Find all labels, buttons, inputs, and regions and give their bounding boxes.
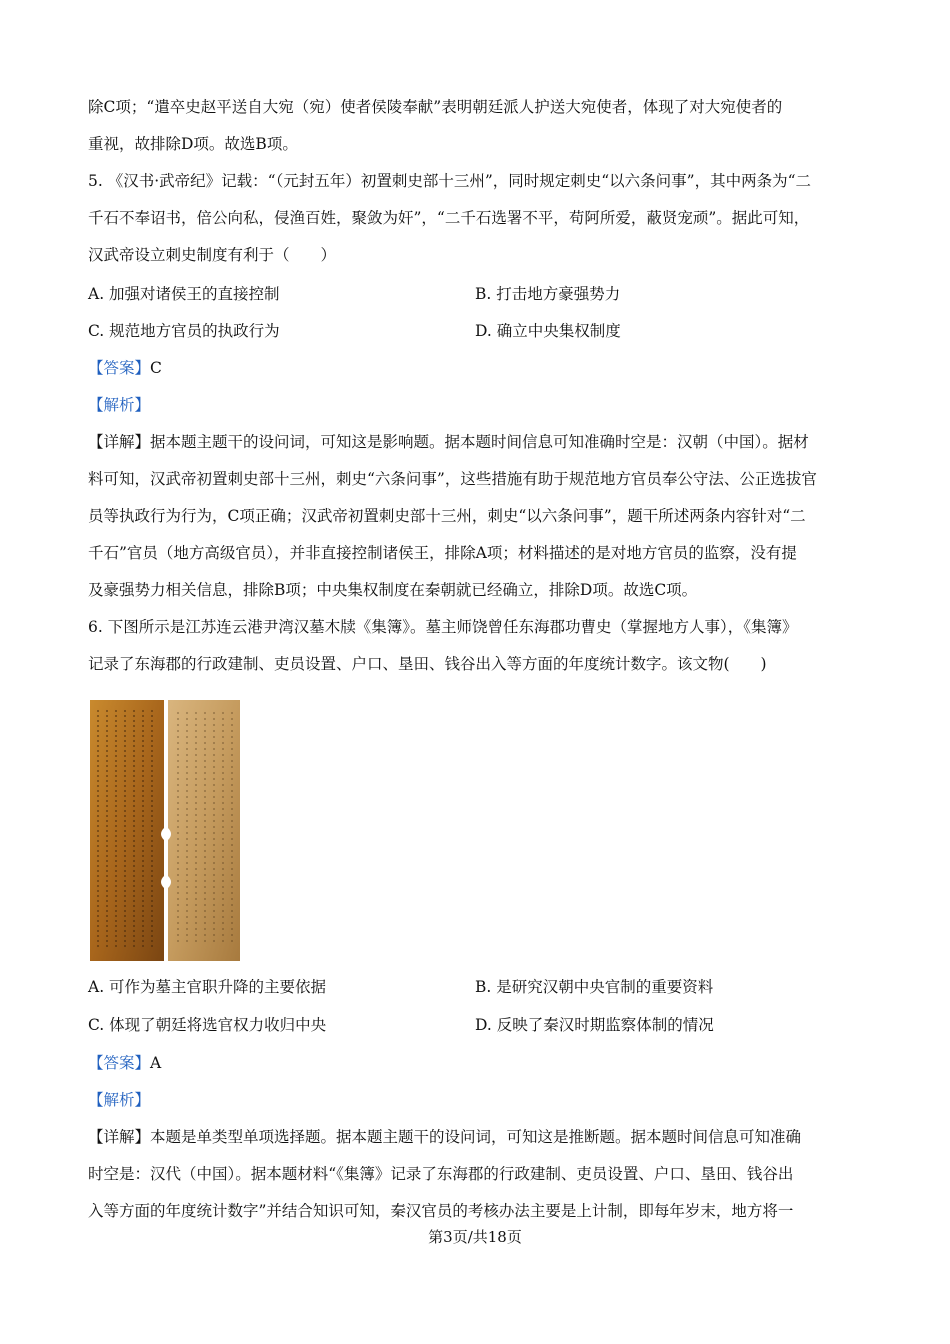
q6-detail-text-1: 本题是单类型单项选择题。据本题主题干的设问词，可知这是推断题。据本题时间信息可知准确 bbox=[150, 1128, 802, 1146]
q5-detail-line-4: 千石”官员（地方高级官员），并非直接控制诸侯王，排除A项；材料描述的是对地方官员的监察，没有提 bbox=[88, 544, 797, 562]
q5-detail-line-2: 料可知，汉武帝初置刺史部十三州，刺史“六条问事”，这些措施有助于规范地方官员奉公守法、公正选拔官 bbox=[88, 470, 817, 488]
q5-answer bbox=[88, 357, 868, 379]
q6-option-b: B. 是研究汉朝中央官制的重要资料 bbox=[475, 978, 714, 996]
q5-detail-line-5: 及豪强势力相关信息，排除B项；中央集权制度在秦朝就已经确立，排除D项。故选C项。 bbox=[88, 581, 698, 599]
q6-answer-value: A bbox=[150, 1054, 162, 1072]
q6-stem-line-1: 6. 下图所示是江苏连云港尹湾汉墓木牍《集簿》。墓主师饶曾任东海郡功曹史（掌握地方人事），《集簿》 bbox=[88, 618, 798, 636]
q6-detail-tag: 【详解】 bbox=[88, 1128, 151, 1146]
q5-detail-line-3: 员等执政行为行为，C项正确；汉武帝初置刺史部十三州，刺史“以六条问事”，题干所述两条内容针对“二 bbox=[88, 507, 806, 525]
prev-analysis-line-2: 重视，故排除D项。故选B项。 bbox=[88, 135, 298, 153]
q5-detail-tag: 【详解】 bbox=[88, 433, 151, 451]
q5-option-b: B. 打击地方豪强势力 bbox=[475, 285, 621, 303]
q6-answer bbox=[88, 1052, 868, 1074]
q6-option-c: C. 体现了朝廷将选官权力收归中央 bbox=[88, 1016, 327, 1034]
q5-detail-line-1 bbox=[88, 431, 868, 453]
slip-right bbox=[168, 700, 240, 961]
q5-analysis-tag: 【解析】 bbox=[88, 396, 151, 414]
q5-option-c: C. 规范地方官员的执政行为 bbox=[88, 322, 280, 340]
q6-analysis-tag: 【解析】 bbox=[88, 1091, 151, 1109]
q6-option-d: D. 反映了秦汉时期监察体制的情况 bbox=[475, 1016, 714, 1034]
wooden-slip-photo bbox=[88, 698, 242, 963]
q6-stem-line-2: 记录了东海郡的行政建制、吏员设置、户口、垦田、钱谷出入等方面的年度统计数字。该文物( ) bbox=[88, 655, 767, 673]
prev-analysis-line-1: 除C项；“遣卒史赵平送自大宛（宛）使者侯陵奉献”表明朝廷派人护送大宛使者，体现了对大宛使者的 bbox=[88, 98, 783, 116]
q5-stem-line-3: 汉武帝设立刺史制度有利于（ ） bbox=[88, 246, 337, 264]
q5-answer-tag: 【答案】 bbox=[88, 359, 151, 377]
slip-left bbox=[90, 700, 164, 961]
q5-stem-line-1: 5. 《汉书·武帝纪》记载：“（元封五年）初置刺史部十三州”，同时规定刺史“以六条问事”，其中两条为“二 bbox=[88, 172, 812, 190]
q6-detail-line-3: 入等方面的年度统计数字”并结合知识可知，秦汉官员的考核办法主要是上计制，即每年岁末，地方将一 bbox=[88, 1202, 794, 1220]
q6-detail-line-1 bbox=[88, 1126, 868, 1148]
page-footer: 第3页/共18页 bbox=[428, 1228, 522, 1246]
q6-answer-tag: 【答案】 bbox=[88, 1054, 151, 1072]
q5-detail-text-1: 据本题主题干的设问词，可知这是影响题。据本题时间信息可知准确时空是：汉朝（中国）。据材 bbox=[150, 433, 809, 451]
q5-answer-value: C bbox=[150, 359, 162, 377]
q5-stem-line-2: 千石不奉诏书，倍公向私，侵渔百姓，聚敛为奸”，“二千石选署不平，苟阿所爱，蔽贤宠顽”。据此可知， bbox=[88, 209, 810, 227]
q6-analysis bbox=[88, 1089, 868, 1111]
q5-option-d: D. 确立中央集权制度 bbox=[475, 322, 621, 340]
q6-detail-line-2: 时空是：汉代（中国）。据本题材料“《集簿》记录了东海郡的行政建制、吏员设置、户口、垦田、钱谷出 bbox=[88, 1165, 794, 1183]
q5-analysis bbox=[88, 394, 868, 416]
q5-option-a: A. 加强对诸侯王的直接控制 bbox=[88, 285, 280, 303]
q6-option-a: A. 可作为墓主官职升降的主要依据 bbox=[88, 978, 327, 996]
